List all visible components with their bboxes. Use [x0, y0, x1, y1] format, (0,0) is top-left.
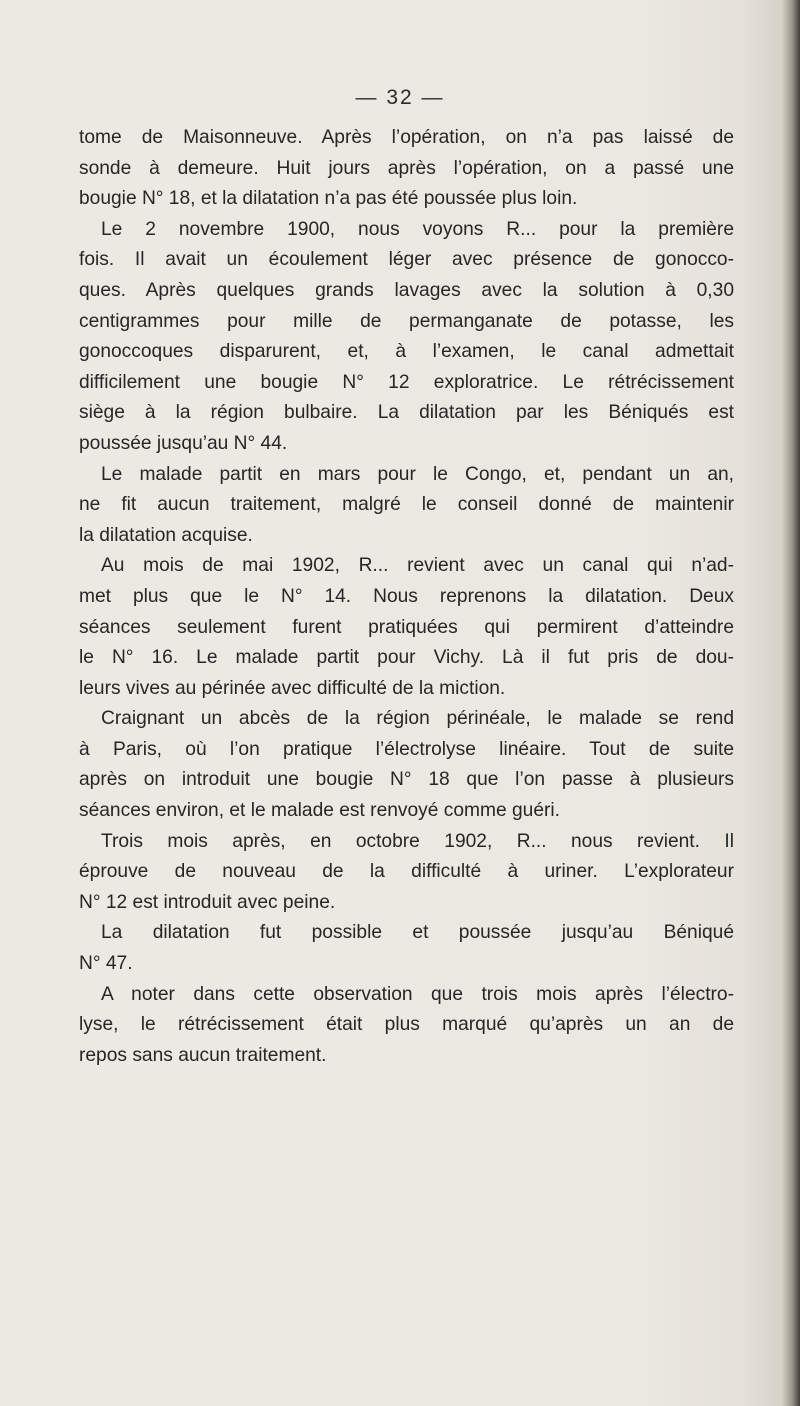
- text-line: sonde à demeure. Huit jours après l’opération, on a passé une: [79, 157, 734, 179]
- text-line: poussée jusqu’au N° 44.: [79, 432, 288, 454]
- page-edge-shadow: [782, 0, 800, 1406]
- page-number: — 32 —: [355, 86, 445, 109]
- text-line: N° 12 est introduit avec peine.: [79, 891, 336, 913]
- text-line: Le 2 novembre 1900, nous voyons R... pour la première: [101, 218, 734, 240]
- text-line: ques. Après quelques grands lavages avec la solution à 0,30: [79, 279, 734, 301]
- text-line: la dilatation acquise.: [79, 524, 253, 546]
- text-line: met plus que le N° 14. Nous reprenons la dilatation. Deux: [79, 585, 734, 607]
- text-line: siège à la région bulbaire. La dilatation par les Béniqués est: [79, 402, 734, 424]
- text-line: Craignant un abcès de la région périnéale, le malade se rend: [101, 708, 734, 730]
- text-line: fois. Il avait un écoulement léger avec présence de gonocco-: [79, 249, 734, 271]
- text-line: A noter dans cette observation que trois mois après l’électro-: [101, 983, 734, 1005]
- text-line: Au mois de mai 1902, R... revient avec un canal qui n’ad-: [101, 555, 734, 577]
- text-line: séances environ, et le malade est renvoyé comme guéri.: [79, 800, 560, 822]
- text-line: repos sans aucun traitement.: [79, 1044, 327, 1066]
- text-line: centigrammes pour mille de permanganate de potasse, les: [79, 310, 734, 332]
- text-line: bougie N° 18, et la dilatation n’a pas été poussée plus loin.: [79, 188, 578, 210]
- text-line: difficilement une bougie N° 12 exploratrice. Le rétrécissement: [79, 371, 734, 393]
- text-line: séances seulement furent pratiquées qui permirent d’atteindre: [79, 616, 734, 638]
- text-line: tome de Maisonneuve. Après l’opération, on n’a pas laissé de: [79, 127, 734, 148]
- text-line: lyse, le rétrécissement était plus marqué qu’après un an de: [79, 1014, 734, 1036]
- text-line: Le malade partit en mars pour le Congo, et, pendant un an,: [101, 463, 734, 485]
- text-line: leurs vives au périnée avec difficulté de la miction.: [79, 677, 506, 699]
- text-line: à Paris, où l’on pratique l’électrolyse linéaire. Tout de suite: [79, 738, 734, 760]
- text-line: La dilatation fut possible et poussée jusqu’au Béniqué: [101, 922, 734, 944]
- text-line: gonoccoques disparurent, et, à l’examen, le canal admettait: [79, 341, 734, 363]
- body-text: [79, 123, 734, 1071]
- text-line: le N° 16. Le malade partit pour Vichy. Là il fut pris de dou-: [79, 647, 734, 669]
- text-line: ne fit aucun traitement, malgré le conseil donné de maintenir: [79, 494, 734, 516]
- text-line: après on introduit une bougie N° 18 que l’on passe à plusieurs: [79, 769, 734, 791]
- text-line: éprouve de nouveau de la difficulté à uriner. L’explorateur: [79, 861, 734, 883]
- text-line: N° 47.: [79, 953, 133, 975]
- text-line: Trois mois après, en octobre 1902, R... nous revient. Il: [101, 830, 734, 852]
